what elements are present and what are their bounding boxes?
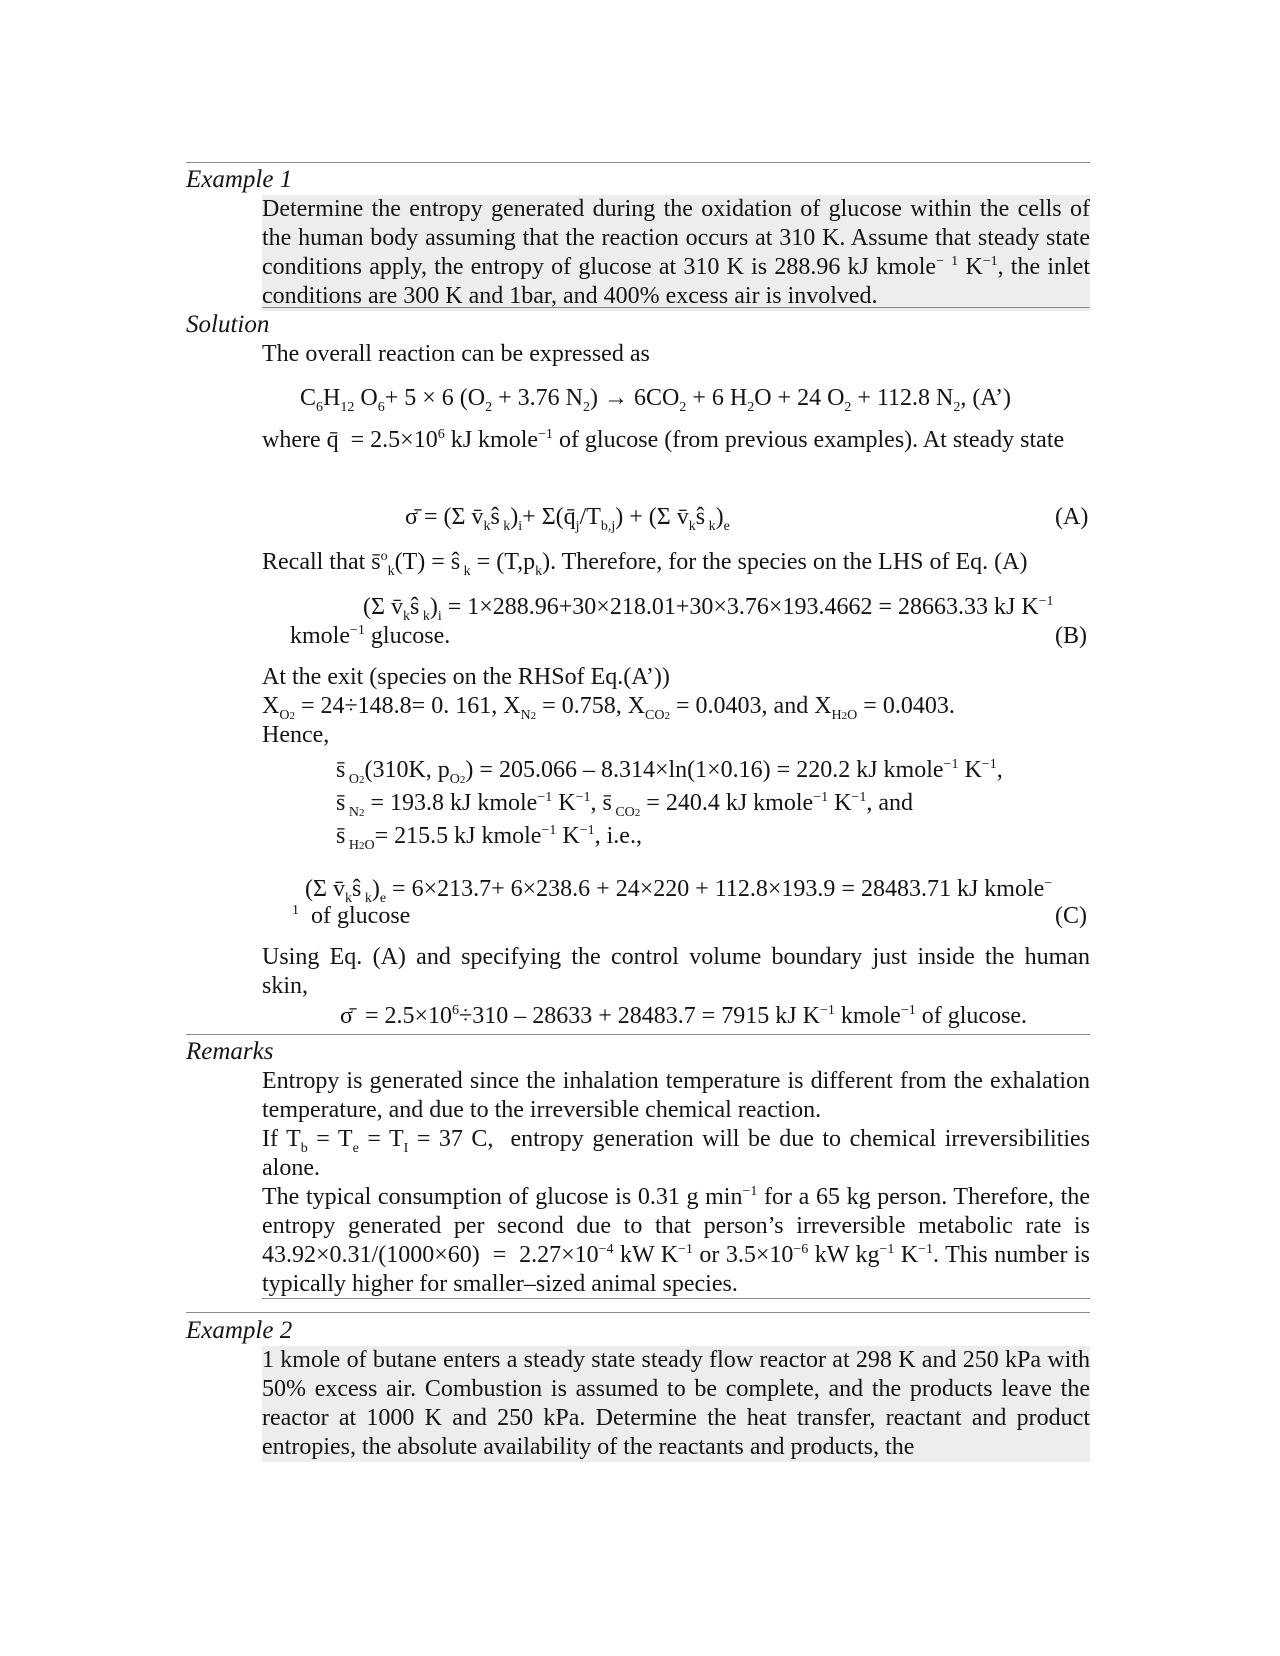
example2-problem: 1 kmole of butane enters a steady state steady flow reactor at 298 K and 250 kPa with 50% excess air. Combustion is assumed to be complete, and the products leave the reactor at 1000 K and 250 kPa. Determine the heat transfer, reactant and product entropies, the absolute availability of the reactants and products, the: [262, 1347, 1090, 1460]
mole-fractions: $X_{O2} = 24\div 148.8= 0$. 161, $X_{N2} = 0.758$, $X_{CO2} = 0.0403$, and $X_{H2O} = 0.0403$.: [262, 693, 955, 723]
equation-B-line2: kmole$^{-1}$ glucose.: [290, 623, 451, 649]
equation-C-line2: $^1$ of glucose: [292, 903, 411, 929]
equation-B-line1: (Σ $v̄_kŝ$ $_k)_i = 1\times 288.96+30\times 218.01+30\times 3.76\times 193.4662 = 28663.33$ kJ $K^{-1}$: [363, 594, 1054, 624]
section-rule: [186, 1312, 1090, 1313]
equation-A-label: (A): [1055, 504, 1089, 530]
equation-A: σ̄ = (Σ $v̄_kŝ$ $_k)_i+$ $\Sigma(q̄_j/T_{b,j}) + (\Sigma$ $v̄_kŝ$ $_k)_e$: [405, 504, 730, 534]
remarks-paragraph-2: If $T_b = T_e = T_I = 37$ C, entropy generation will be due to chemical irreversibilities alone.: [262, 1126, 1091, 1181]
solution-intro: The overall reaction can be expressed as: [262, 341, 650, 367]
hence-text: Hence,: [262, 722, 330, 748]
entropy-line1: s̄ $_{O2}$(310K, $p_{O2}) = 205.066 - 8.314\times\ln(1\times 0.16) = 220.2$ kJ kmole$^{-1}$ $K^{-1}$,: [336, 757, 1003, 787]
reaction-equation: $C_6H_{12}$ $O_6+ 5 \times 6$ ($O_2 + 3.76$ $N_2) \to 6CO_2 + 6$ $H_2O + 24$ $O_2 + 112.8$ $N_2$, (A’): [300, 385, 1012, 415]
example2-heading: Example 2: [186, 1317, 293, 1344]
exit-text: At the exit (species on the RHSof Eq.(A’)): [262, 664, 670, 690]
solution-heading: Solution: [186, 311, 270, 338]
equation-C-line1: (Σ $v̄_kŝ$ $_k)_e = 6\times 213.7+ 6\times 238.6 + 24\times 220 + 112.8\times 193.9 = 28483.71$ kJ kmole−: [305, 876, 1053, 906]
recall-text: Recall that s̄$^o_k$(T) = ŝ $_k = (T,p_k)$. Therefore, for the species on the LHS of Eq. (A): [262, 549, 1028, 579]
example1-heading: Example 1: [186, 166, 293, 193]
remarks-paragraph-1: Entropy is generated since the inhalation temperature is different from the exhalation temperature, and due to the irreversible chemical reaction.: [262, 1068, 1090, 1123]
section-rule: [186, 162, 1090, 163]
where-text: where q̄ = $2.5\times 10^6$ kJ kmole$^{-1}$ of glucose (from previous examples). At steady state: [262, 427, 1065, 453]
remarks-bottom-rule: [262, 1298, 1090, 1299]
shade-bottom-rule: [262, 307, 1090, 308]
using-text: Using Eq. (A) and specifying the control volume boundary just inside the human skin,: [262, 944, 1090, 999]
equation-C-label: (C): [1055, 903, 1087, 929]
entropy-line2: s̄ $_{N2}$ = 193.8 kJ kmole$^{-1}$ $K^{-1}$, s̄ $_{CO2}$ = 240.4 kJ kmole$^{-1}$ $K^{-1}$, and: [336, 790, 913, 820]
remarks-heading: Remarks: [186, 1038, 274, 1065]
final-equation: σ̄ = $2.5\times 10^6\div 310 - 28633 + 28483.7 = 7915$ kJ $K^{-1}$ kmole$^{-1}$ of glucose.: [340, 1003, 1028, 1029]
entropy-line3: s̄ $_{H2O}$= 215.5 kJ kmole$^{-1}$ $K^{-1}$, i.e.,: [336, 823, 642, 853]
section-rule: [186, 1034, 1090, 1035]
remarks-paragraph-3: The typical consumption of glucose is 0.31 g $\min^{-1}$ for a 65 kg person. Therefore, the entropy generated per second due to that person’s irreversible metabolic rate is $43.92\times 0.31/(1000\times 60) = 2.27\times 10^{-4}$ kW $K^{-1}$ or $3.5\times 10^{-6}$ kW $kg^{-1}$ $K^{-1}$. This number is typically higher for smaller–sized animal species.: [262, 1184, 1090, 1297]
equation-B-label: (B): [1055, 623, 1087, 649]
example1-problem: Determine the entropy generated during the oxidation of glucose within the cells of the human body assuming that the reaction occurs at 310 K. Assume that steady state conditions apply, the entropy of glucose at 310 K is 288.96 kJ kmole− $^1$ $K^{-1}$, the inlet conditions are 300 K and 1bar, and 400% excess air is involved.: [262, 196, 1090, 309]
